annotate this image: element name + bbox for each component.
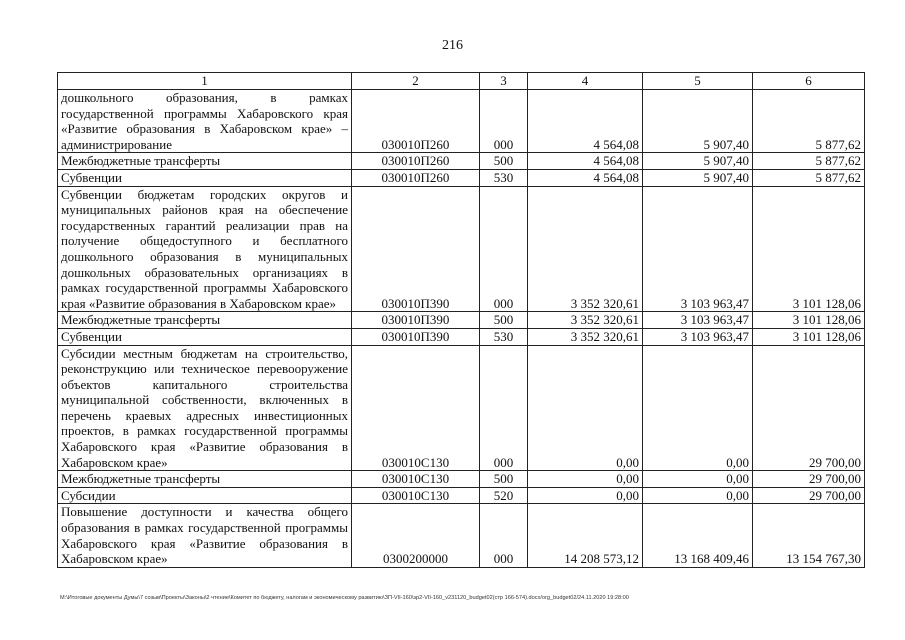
- table-row: [58, 345, 865, 471]
- amount-2021-cell: 3 352 320,61: [528, 312, 643, 329]
- column-header: 3: [480, 73, 528, 90]
- column-header: 6: [753, 73, 865, 90]
- amount-2023-cell: 29 700,00: [753, 487, 865, 504]
- table-row: [58, 153, 865, 170]
- target-code-cell: 030010С130: [352, 345, 480, 471]
- document-footer-path: M:\Итоговые документы Думы\7 созыв\Проекты\Законы\2 чтение\Комитет по бюджету, налогам и экономическому развитию\ЗП-VII-160\зр2-VII-160_v231120_budget02(стр 166-574).docx/org_budget02/24.11.2020 19:28:00: [60, 595, 629, 601]
- expense-type-cell: 000: [480, 345, 528, 471]
- amount-2021-cell: 4 564,08: [528, 90, 643, 153]
- amount-2023-cell: 29 700,00: [753, 345, 865, 471]
- table-row: [58, 169, 865, 186]
- target-code-cell: 030010П390: [352, 328, 480, 345]
- table-row: [58, 504, 865, 567]
- amount-2023-cell: 3 101 128,06: [753, 328, 865, 345]
- target-code-cell: 0300200000: [352, 504, 480, 567]
- expense-type-cell: 530: [480, 169, 528, 186]
- amount-2022-cell: 5 907,40: [643, 169, 753, 186]
- expense-type-cell: 000: [480, 90, 528, 153]
- column-header: 5: [643, 73, 753, 90]
- amount-2023-cell: 5 877,62: [753, 169, 865, 186]
- amount-2022-cell: 0,00: [643, 487, 753, 504]
- target-code-cell: 030010С130: [352, 487, 480, 504]
- amount-2022-cell: 5 907,40: [643, 90, 753, 153]
- page-number: 216: [442, 38, 463, 53]
- target-code-cell: 030010П260: [352, 169, 480, 186]
- row-name-cell: Субсидии местным бюджетам на строительство, реконструкцию или техническое перевооружение объектов капитального строительства муниципальной собственности, включенных в перечень краевых адресных инвестиционных проектов, в рамках государственной программы Хабаровского края «Развитие образования в Хабаровском крае»: [58, 345, 352, 471]
- expense-type-cell: 000: [480, 186, 528, 312]
- target-code-cell: 030010П260: [352, 90, 480, 153]
- table-body: [58, 73, 865, 568]
- row-name-cell: дошкольного образования, в рамках государственной программы Хабаровского края «Развитие образования в Хабаровском крае» – администрирование: [58, 90, 352, 153]
- expense-type-cell: 500: [480, 153, 528, 170]
- amount-2021-cell: 0,00: [528, 345, 643, 471]
- row-name-cell: Субвенции: [58, 169, 352, 186]
- row-name-cell: Субсидии: [58, 487, 352, 504]
- row-name-cell: Субвенции бюджетам городских округов и муниципальных районов края на обеспечение государственных гарантий реализации прав на получение общедоступного и бесплатного дошкольного образования в муниципальных дошкольных образовательных организациях в рамках государственной программы Хабаровского края «Развитие образования в Хабаровском крае»: [58, 186, 352, 312]
- amount-2023-cell: 5 877,62: [753, 153, 865, 170]
- amount-2022-cell: 5 907,40: [643, 153, 753, 170]
- column-header: 1: [58, 73, 352, 90]
- amount-2021-cell: 3 352 320,61: [528, 328, 643, 345]
- amount-2022-cell: 13 168 409,46: [643, 504, 753, 567]
- row-name-cell: Межбюджетные трансферты: [58, 312, 352, 329]
- amount-2023-cell: 5 877,62: [753, 90, 865, 153]
- amount-2022-cell: 0,00: [643, 471, 753, 488]
- amount-2023-cell: 3 101 128,06: [753, 186, 865, 312]
- table-row: [58, 90, 865, 153]
- amount-2022-cell: 0,00: [643, 345, 753, 471]
- row-name-cell: Повышение доступности и качества общего образования в рамках государственной программы Хабаровского края «Развитие образования в Хабаровском крае»: [58, 504, 352, 567]
- amount-2021-cell: 3 352 320,61: [528, 186, 643, 312]
- amount-2023-cell: 3 101 128,06: [753, 312, 865, 329]
- row-name-cell: Межбюджетные трансферты: [58, 471, 352, 488]
- table-row: [58, 312, 865, 329]
- budget-table: [57, 72, 865, 568]
- amount-2022-cell: 3 103 963,47: [643, 186, 753, 312]
- table-row: [58, 471, 865, 488]
- amount-2023-cell: 13 154 767,30: [753, 504, 865, 567]
- table-row: [58, 487, 865, 504]
- target-code-cell: 030010П390: [352, 312, 480, 329]
- expense-type-cell: 520: [480, 487, 528, 504]
- target-code-cell: 030010П260: [352, 153, 480, 170]
- row-name-cell: Межбюджетные трансферты: [58, 153, 352, 170]
- amount-2021-cell: 4 564,08: [528, 169, 643, 186]
- amount-2021-cell: 0,00: [528, 487, 643, 504]
- column-header: 2: [352, 73, 480, 90]
- amount-2022-cell: 3 103 963,47: [643, 312, 753, 329]
- amount-2021-cell: 4 564,08: [528, 153, 643, 170]
- expense-type-cell: 500: [480, 471, 528, 488]
- expense-type-cell: 500: [480, 312, 528, 329]
- row-name-cell: Субвенции: [58, 328, 352, 345]
- expense-type-cell: 000: [480, 504, 528, 567]
- amount-2021-cell: 14 208 573,12: [528, 504, 643, 567]
- table-row: [58, 186, 865, 312]
- amount-2021-cell: 0,00: [528, 471, 643, 488]
- amount-2022-cell: 3 103 963,47: [643, 328, 753, 345]
- target-code-cell: 030010С130: [352, 471, 480, 488]
- amount-2023-cell: 29 700,00: [753, 471, 865, 488]
- target-code-cell: 030010П390: [352, 186, 480, 312]
- table-row: [58, 328, 865, 345]
- expense-type-cell: 530: [480, 328, 528, 345]
- table-header-row: [58, 73, 865, 90]
- column-header: 4: [528, 73, 643, 90]
